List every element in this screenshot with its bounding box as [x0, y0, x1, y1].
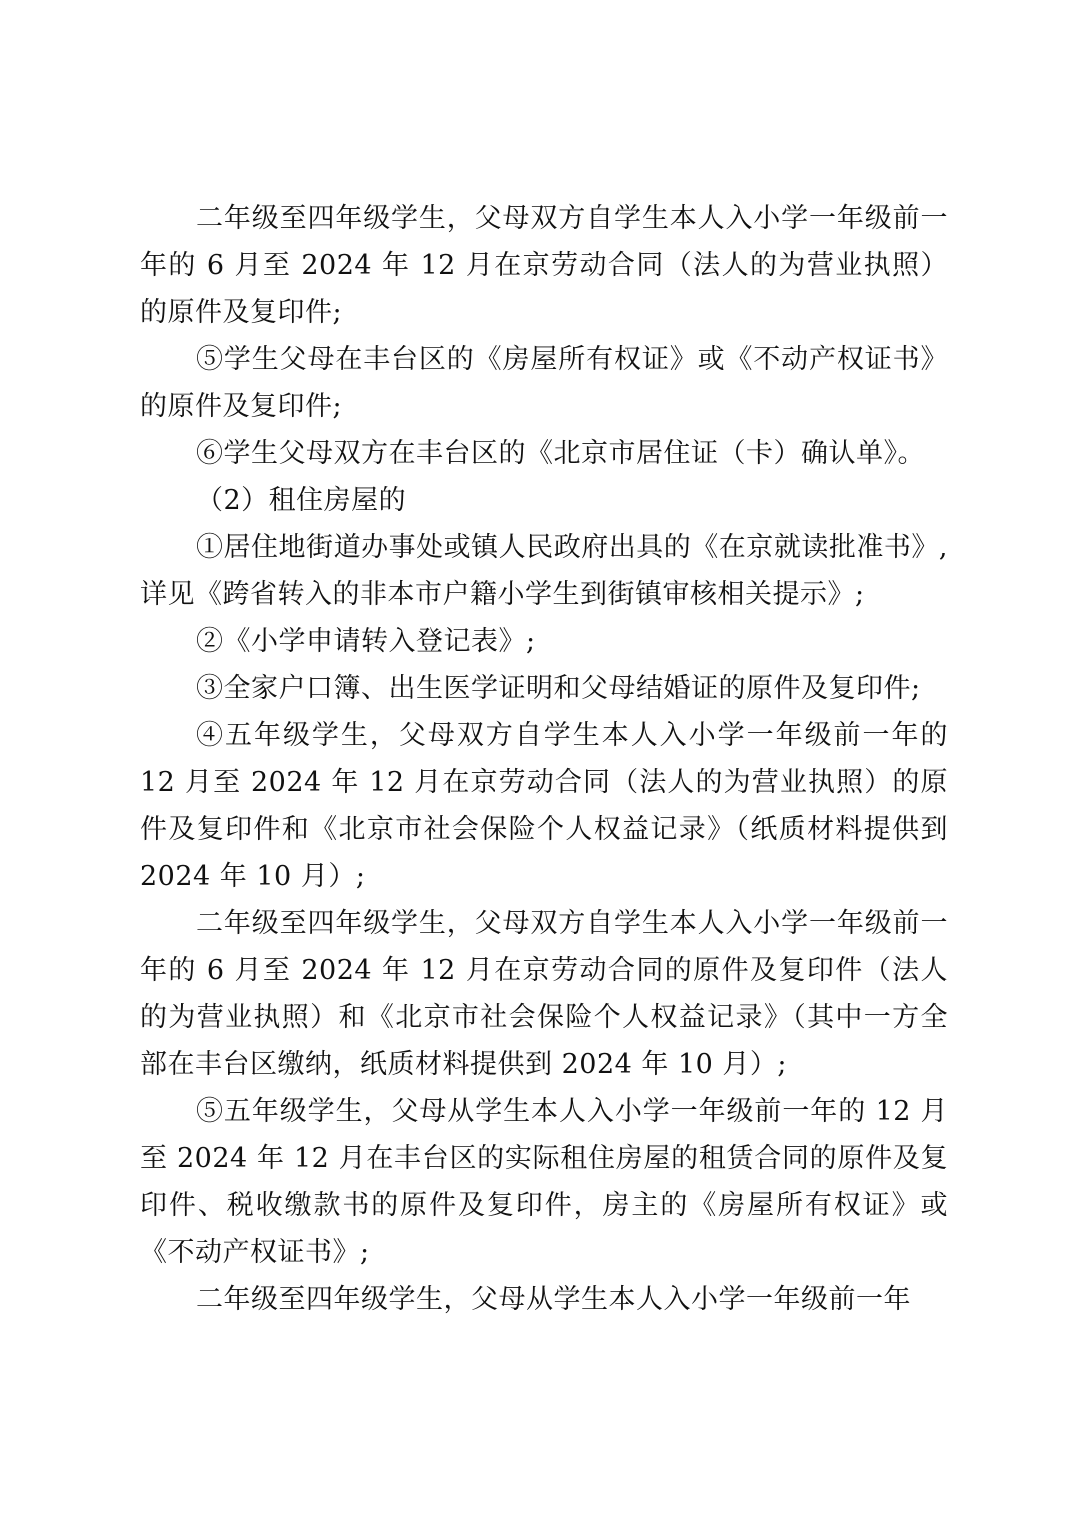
paragraph-1: 二年级至四年级学生，父母双方自学生本人入小学一年级前一年的 6 月至 2024 年 12 月在京劳动合同（法人的为营业执照）的原件及复印件; — [140, 203, 948, 328]
paragraph-8: ④五年级学生，父母双方自学生本人入小学一年级前一年的 12 月至 2024 年 12 月在京劳动合同（法人的为营业执照）的原件及复印件和《北京市社会保险个人权益记录》（纸质材料提供到 2024 年 10 月）; — [140, 720, 948, 892]
paragraph-7: ③全家户口簿、出生医学证明和父母结婚证的原件及复印件; — [196, 673, 921, 704]
paragraph-10: ⑤五年级学生，父母从学生本人入小学一年级前一年的 12 月至 2024 年 12 月在丰台区的实际租住房屋的租赁合同的原件及复印件、税收缴款书的原件及复印件，房主的《房屋所有权证》或《不动产权证书》; — [140, 1096, 948, 1268]
paragraph-5: ①居住地街道办事处或镇人民政府出具的《在京就读批准书》, 详见《跨省转入的非本市户籍小学生到街镇审核相关提示》; — [140, 532, 948, 610]
paragraph-9: 二年级至四年级学生，父母双方自学生本人入小学一年级前一年的 6 月至 2024 年 12 月在京劳动合同的原件及复印件（法人的为营业执照）和《北京市社会保险个人权益记录》（其中一方全部在丰台区缴纳，纸质材料提供到 2024 年 10 月）; — [140, 908, 948, 1080]
paragraph-2: ⑤学生父母在丰台区的《房屋所有权证》或《不动产权证书》的原件及复印件; — [140, 344, 948, 422]
paragraph-6: ②《小学申请转入登记表》; — [196, 626, 536, 657]
paragraph-4-heading: （2）租住房屋的 — [196, 485, 407, 516]
paragraph-3: ⑥学生父母双方在丰台区的《北京市居住证（卡）确认单》。 — [196, 438, 925, 469]
paragraph-11: 二年级至四年级学生，父母从学生本人入小学一年级前一年 — [196, 1284, 911, 1315]
document-body — [140, 195, 948, 1323]
